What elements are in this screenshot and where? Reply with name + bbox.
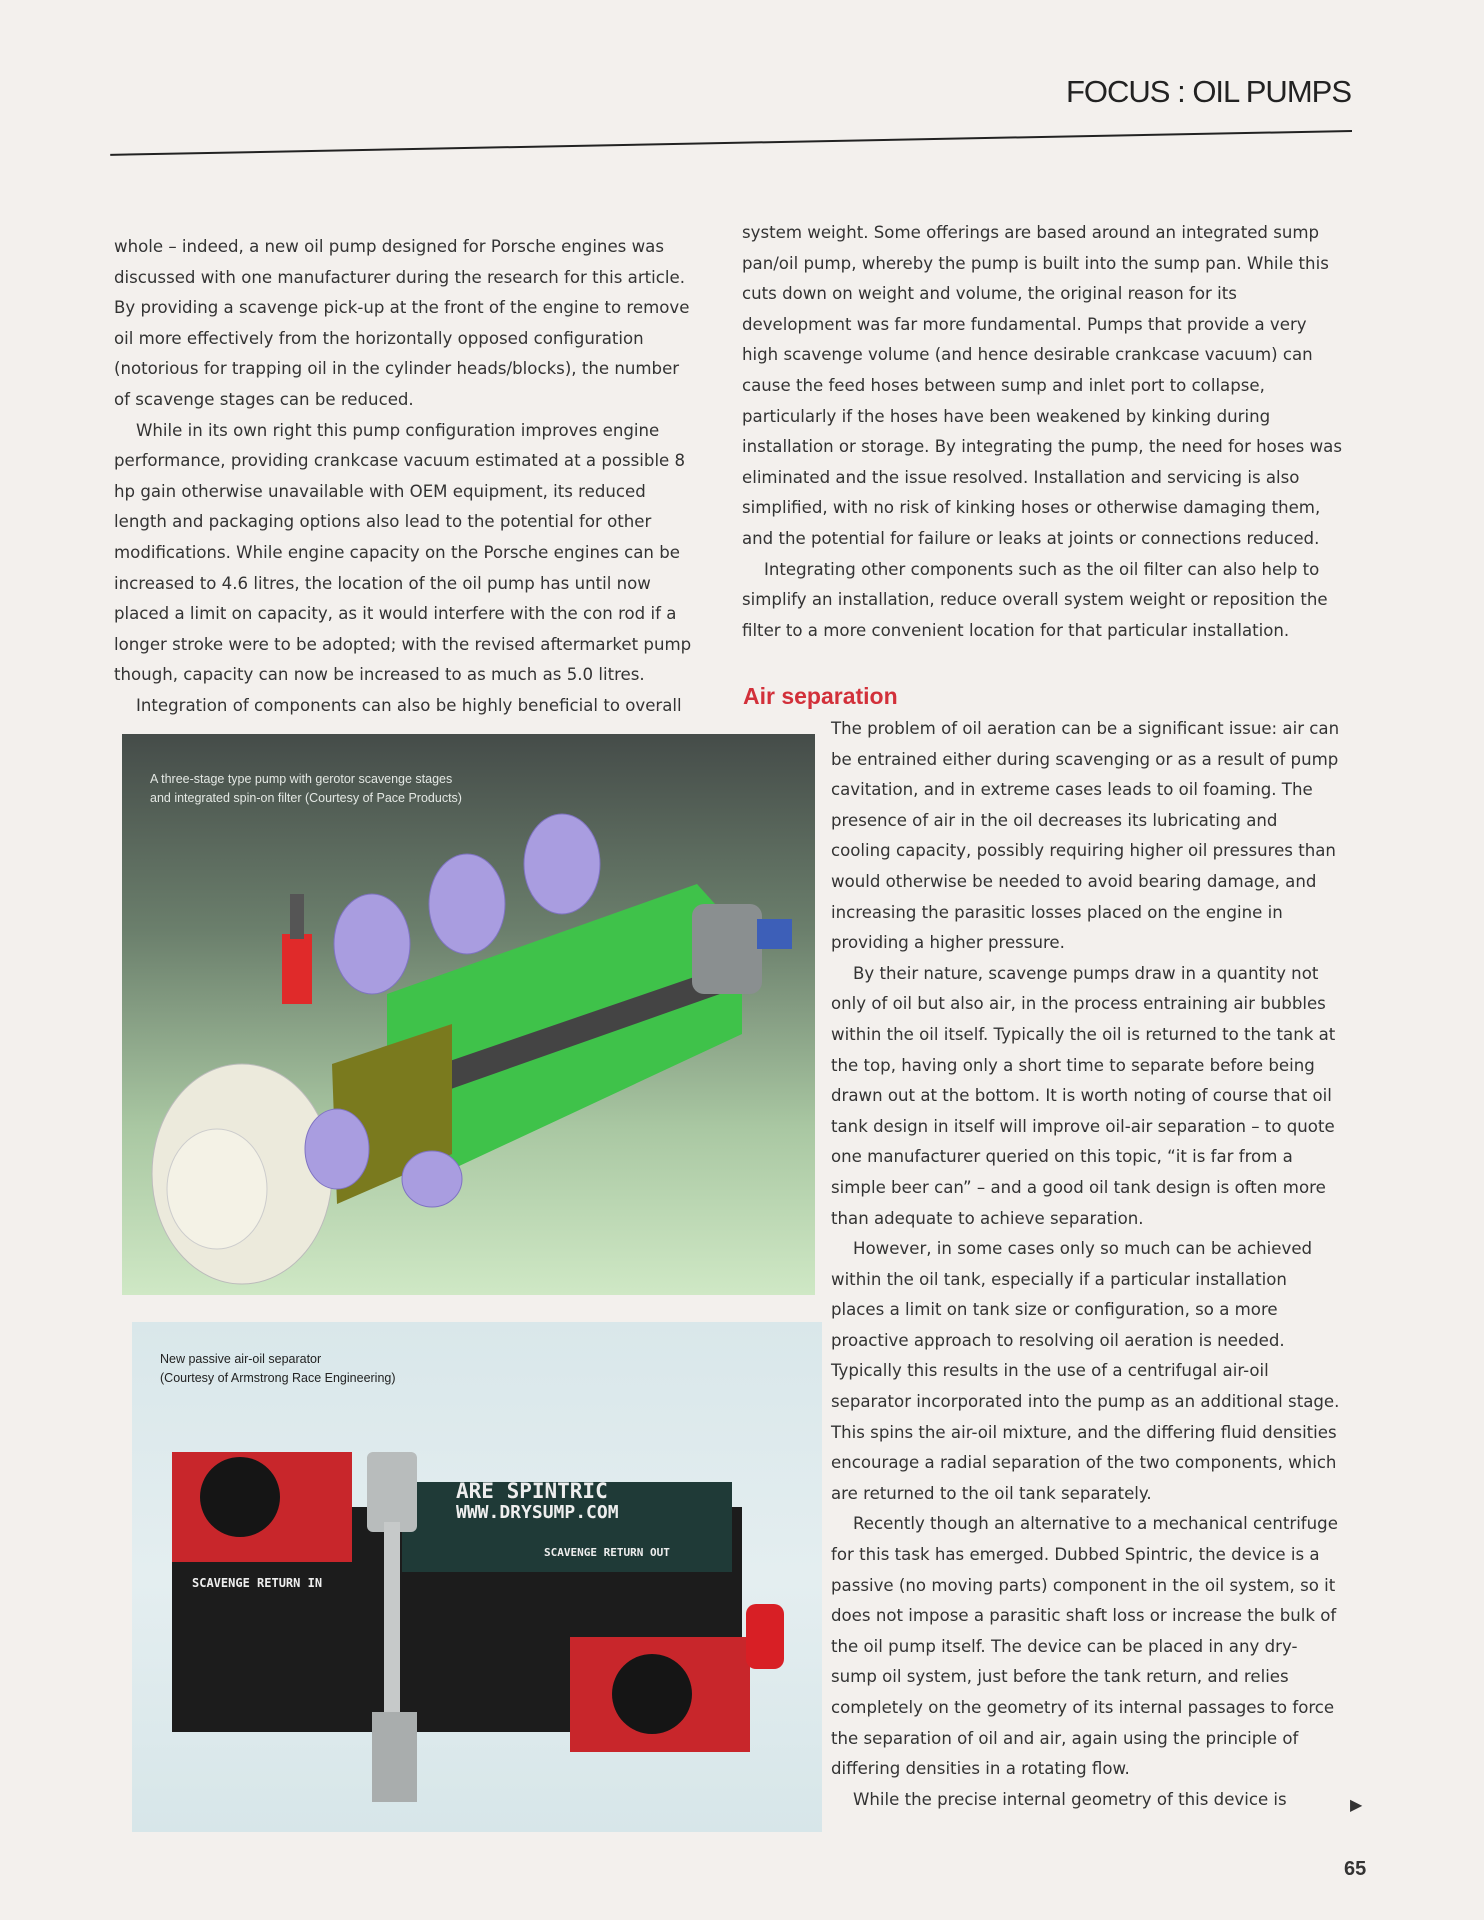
continue-triangle-icon: ▶	[1350, 1795, 1363, 1814]
paragraph: By their nature, scavenge pumps draw in a quantity not only of oil but also air, in the process entraining air bubbles within the oil itself. Typically the oil is returned to the tank at the top, having only a short time to separate before being drawn out at the bottom. It is worth noting of course that oil tank design in itself will improve oil-air separation – to quote one manufacturer queried on this topic, “it is far from a simple beer can” – and a good oil tank design is often more than adequate to achieve separation.	[831, 963, 1336, 1228]
left-column	[114, 232, 694, 722]
section-header: FOCUS : OIL PUMPS	[1065, 74, 1351, 109]
paragraph: system weight. Some offerings are based around an integrated sump pan/oil pump, whereby the pump is built into the sump pan. While this cuts down on weight and volume, the original reason for its development was far more fundamental. Pumps that provide a very high scavenge volume (and hence desirable crankcase vacuum) can cause the feed hoses between sump and inlet port to collapse, particularly if the hoses have been weakened by kinking during installation or storage. By integrating the pump, the need for hoses was eliminated and the issue resolved. Installation and servicing is also simplified, with no risk of kinking hoses or otherwise damaging them, and the potential for failure or leaks at joints or connections reduced.	[742, 223, 1342, 548]
right-column-top	[742, 218, 1342, 646]
section-heading: Air separation	[743, 683, 898, 709]
figure-caption	[150, 770, 462, 808]
caption-line: New passive air-oil separator	[160, 1352, 322, 1366]
figure-air-oil-separator	[132, 1322, 822, 1832]
return-out-label: SCAVENGE RETURN OUT	[544, 1546, 670, 1559]
header-rule	[110, 130, 1352, 156]
paragraph: Recently though an alternative to a mechanical centrifuge for this task has emerged. Dubbed Spintric, the device is a passive (no moving parts) component in the oil system, so it does not impose a parasitic shaft loss or increase the bulk of the oil pump itself. The device can be placed in any dry-sump oil system, just before the tank return, and relies completely on the geometry of its internal passages to force the separation of oil and air, again using the principle of differing densities in a rotating flow.	[831, 1514, 1338, 1779]
paragraph: However, in some cases only so much can be achieved within the oil tank, especially if a particular installation places a limit on tank size or configuration, so a more proactive approach to resolving oil aeration is needed. Typically this results in the use of a centrifugal air-oil separator incorporated into the pump as an additional stage. This spins the air-oil mixture, and the differing fluid densities encourage a radial separation of the two components, which are returned to the oil tank separately.	[831, 1239, 1340, 1503]
page-number: 65	[1344, 1858, 1367, 1880]
figure-oil-pump	[122, 734, 815, 1295]
paragraph: Integration of components can also be highly beneficial to overall	[136, 695, 682, 715]
return-in-label: SCAVENGE RETURN IN	[192, 1576, 323, 1590]
caption-line: (Courtesy of Armstrong Race Engineering)	[160, 1371, 396, 1385]
brand-label: ARE SPINTRIC	[456, 1479, 608, 1503]
url-label: WWW.DRYSUMP.COM	[456, 1502, 619, 1523]
paragraph: While the precise internal geometry of this device is	[853, 1789, 1287, 1809]
paragraph: The problem of oil aeration can be a significant issue: air can be entrained either during scavenging or as a result of pump cavitation, and in extreme cases leads to oil foaming. The presence of air in the oil decreases its lubricating and cooling capacity, possibly requiring higher oil pressures than would otherwise be needed to avoid bearing damage, and increasing the parasitic losses placed on the engine in providing a higher pressure.	[831, 719, 1340, 953]
paragraph: While in its own right this pump configuration improves engine performance, providing crankcase vacuum estimated at a possible 8 hp gain otherwise unavailable with OEM equipment, its reduced length and packaging options also lead to the potential for other modifications. While engine capacity on the Porsche engines can be increased to 4.6 litres, the location of the oil pump has until now placed a limit on capacity, as it would interfere with the con rod if a longer stroke were to be adopted; with the revised aftermarket pump though, capacity can now be increased to as much as 5.0 litres.	[114, 420, 692, 685]
paragraph: whole – indeed, a new oil pump designed for Porsche engines was discussed with one manufacturer during the research for this article. By providing a scavenge pick-up at the front of the engine to remove oil more effectively from the horizontally opposed configuration (notorious for trapping oil in the cylinder heads/blocks), the number of scavenge stages can be reduced.	[114, 237, 690, 409]
oil-pump-illustration	[122, 734, 815, 1295]
caption-line: A three-stage type pump with gerotor scavenge stages	[150, 772, 453, 786]
caption-line: and integrated spin-on filter (Courtesy of Pace Products)	[150, 791, 462, 805]
paragraph: Integrating other components such as the oil filter can also help to simplify an installation, reduce overall system weight or reposition the filter to a more convenient location for that particular installation.	[742, 559, 1328, 640]
figure-caption	[160, 1350, 396, 1388]
air-separation-body	[831, 714, 1341, 1815]
